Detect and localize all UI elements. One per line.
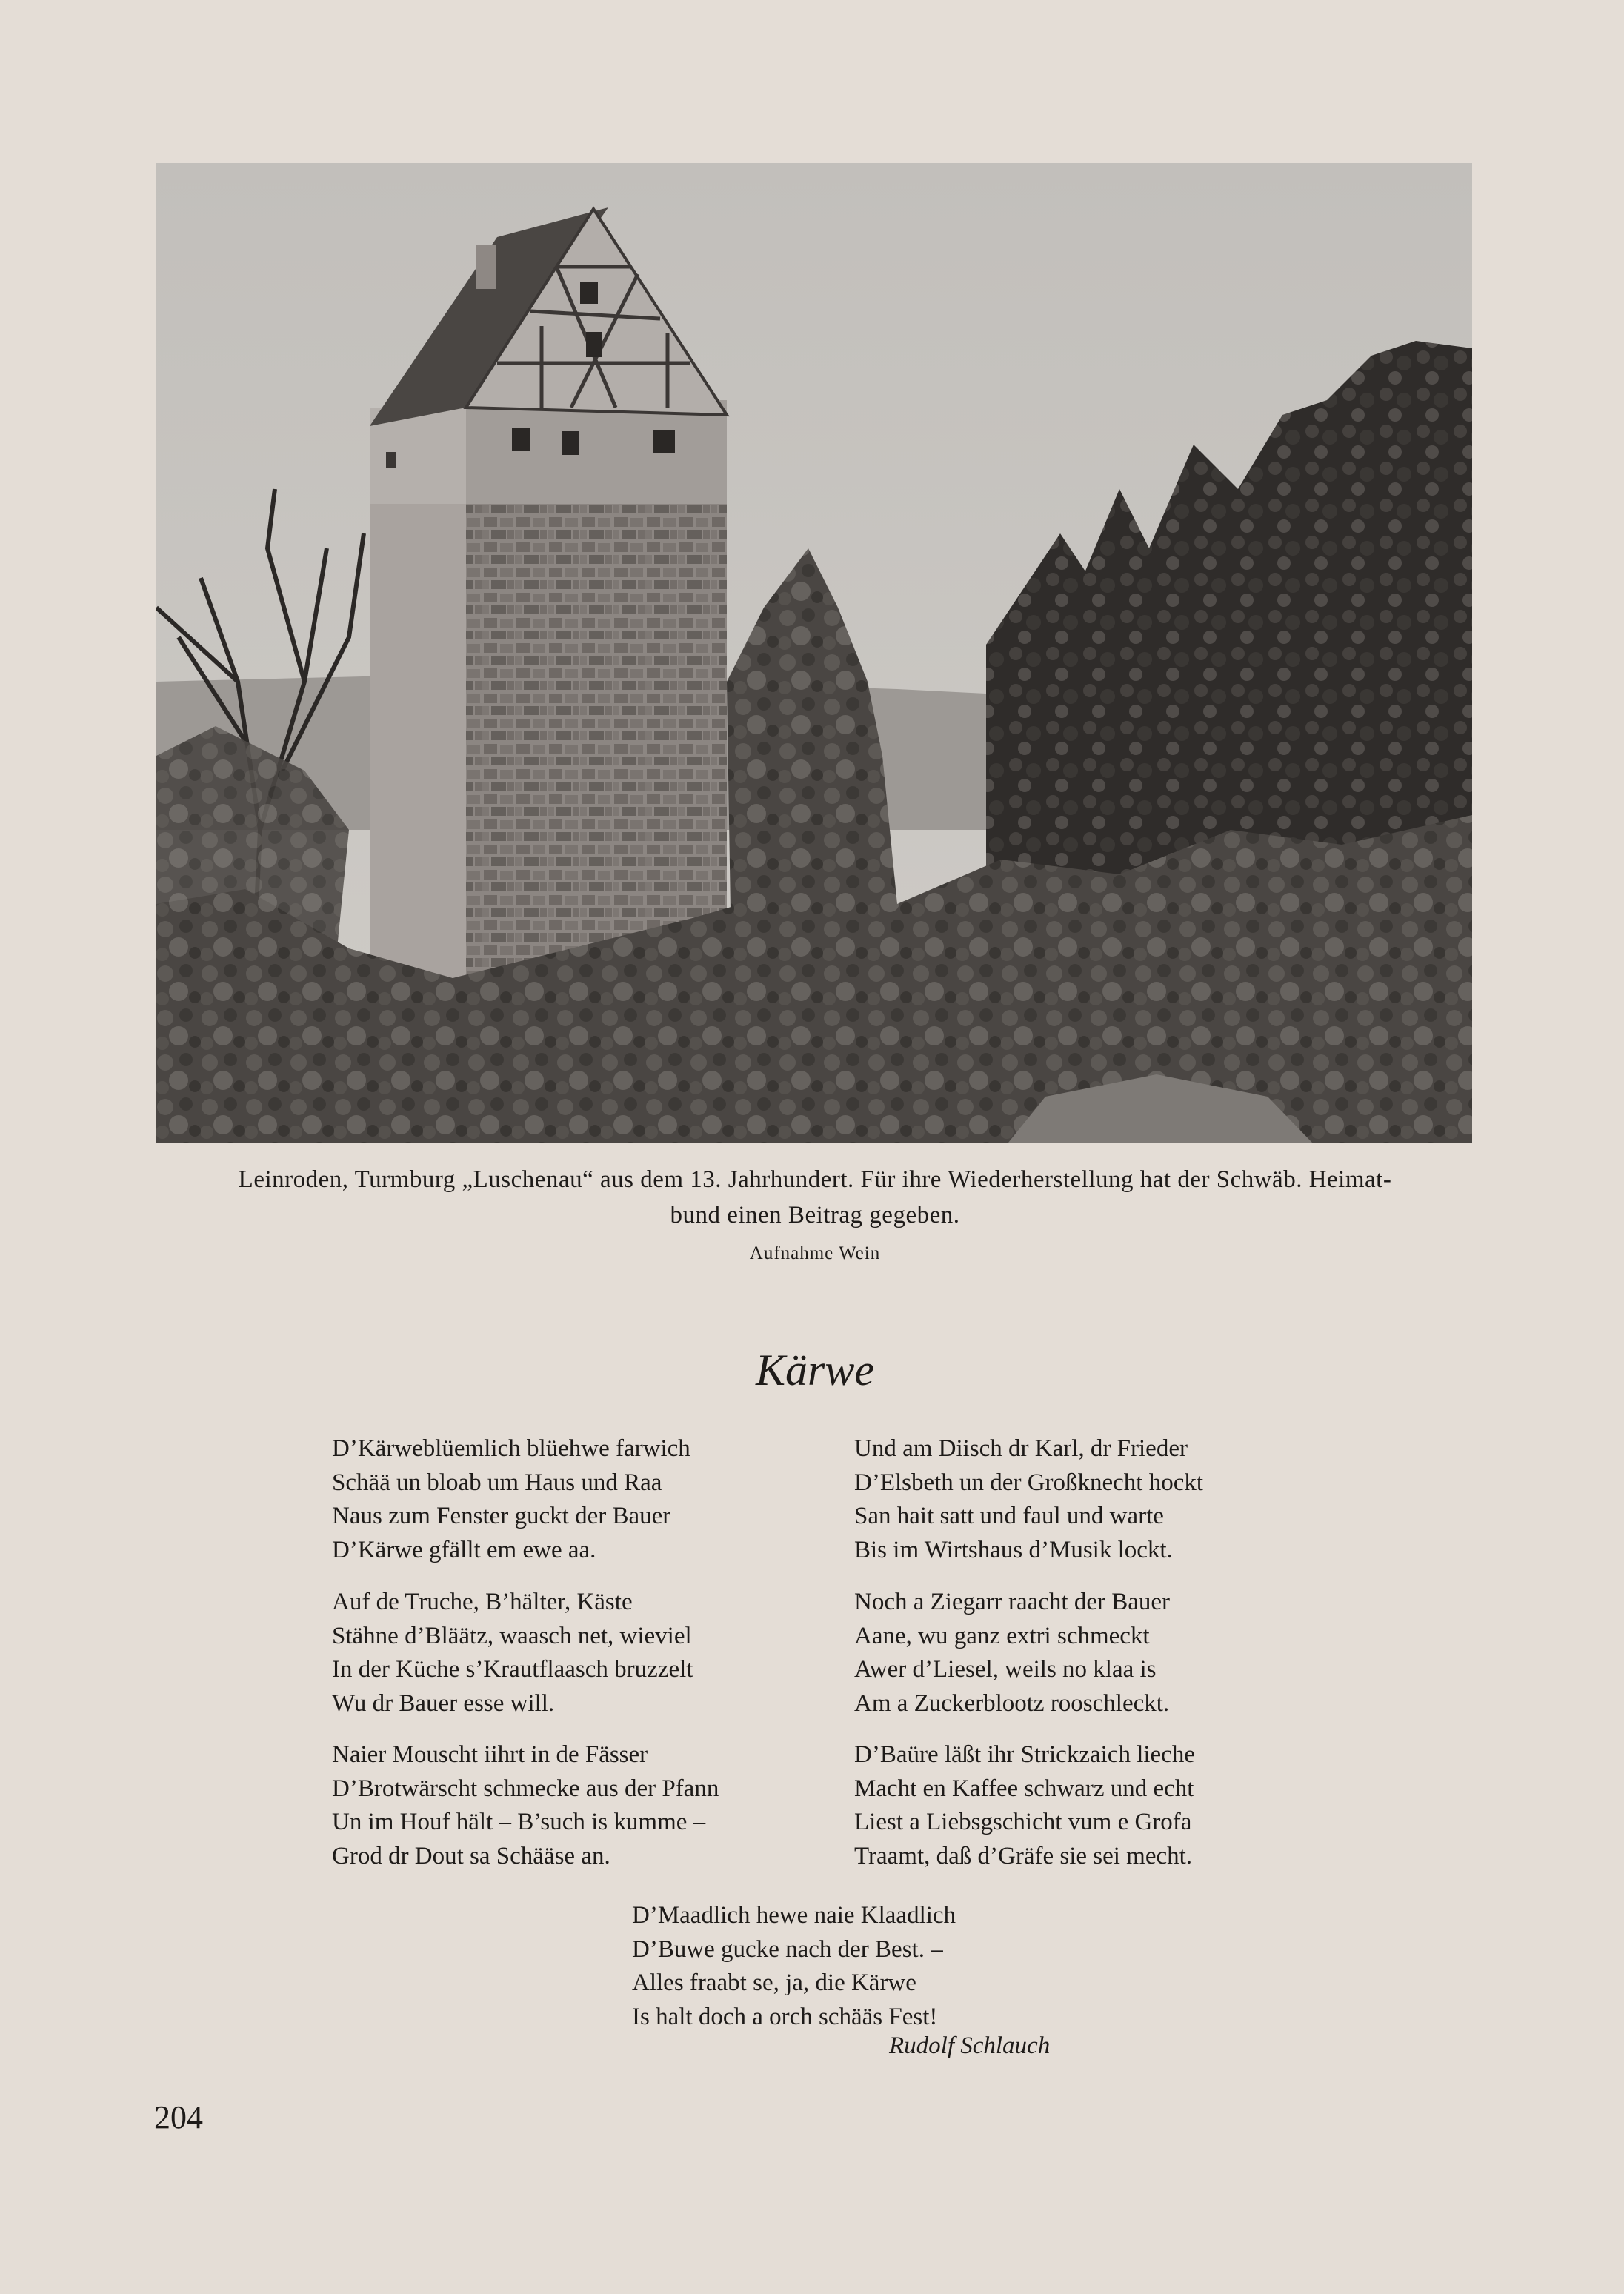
poem-line: D’Maadlich hewe naie Klaadlich: [632, 1902, 956, 1929]
poem-line: D’Kärwe gfällt em ewe aa.: [332, 1536, 596, 1563]
page-number: 204: [154, 2099, 203, 2135]
poem-line: D’Baüre läßt ihr Strickzaich lieche: [854, 1741, 1195, 1768]
poem-line: Grod dr Dout sa Schääse an.: [332, 1842, 610, 1869]
poem-line: Naier Mouscht iihrt in de Fässer: [332, 1741, 648, 1768]
poem-line: Bis im Wirtshaus d’Musik lockt.: [854, 1536, 1173, 1563]
poem-line: Am a Zuckerblootz rooschleckt.: [854, 1689, 1170, 1717]
caption-line-2: bund einen Beitrag gegeben.: [670, 1202, 960, 1229]
poem-line: D’Buwe gucke nach der Best. –: [632, 1935, 943, 1963]
photo-caption: [148, 1162, 1482, 1233]
poem-line: Liest a Liebsgschicht vum e Grofa: [854, 1809, 1192, 1835]
tower-photo: [156, 163, 1472, 1143]
tower-photo-illustration: [156, 163, 1472, 1143]
poem-line: Alles fraabt se, ja, die Kärwe: [632, 1969, 916, 1996]
poem-line: Schää un bloab um Haus und Raa: [332, 1469, 662, 1496]
stanza-7: [632, 1899, 956, 2034]
poem-line: Wu dr Bauer esse will.: [332, 1689, 555, 1717]
stanza-3: [332, 1586, 693, 1720]
poem-line: Aane, wu ganz extri schmeckt: [854, 1622, 1150, 1649]
poem-line: Noch a Ziegarr raacht der Bauer: [854, 1589, 1171, 1615]
poem-line: D’Brotwärscht schmecke aus der Pfann: [332, 1775, 719, 1802]
photo-credit: Aufnahme Wein: [749, 1243, 881, 1263]
stanza-6: [854, 1738, 1195, 1873]
poem-line: Awer d’Liesel, weils no klaa is: [854, 1656, 1157, 1683]
stanza-4: [854, 1586, 1170, 1720]
poem-line: Und am Diisch dr Karl, dr Frieder: [854, 1435, 1188, 1462]
caption-line-1: Leinroden, Turmburg „Luschenau“ aus dem 13. Jahrhundert. Für ihre Wiederherstellung hat der Schwäb. Heimat-: [238, 1166, 1392, 1193]
poem-line: Is halt doch a orch schääs Fest!: [632, 2003, 938, 2030]
poem-line: Macht en Kaffee schwarz und echt: [854, 1775, 1194, 1802]
stanza-5: [332, 1738, 719, 1873]
poem-line: Naus zum Fenster guckt der Bauer: [332, 1503, 671, 1529]
poem-line: Stähne d’Bläätz, waasch net, wieviel: [332, 1622, 692, 1649]
poem-author: Rudolf Schlauch: [889, 2032, 1051, 2059]
poem-line: Traamt, daß d’Gräfe sie sei mecht.: [854, 1842, 1193, 1869]
poem-line: D’Elsbeth un der Großknecht hockt: [854, 1469, 1204, 1496]
stanza-1: [332, 1432, 690, 1567]
poem-line: Auf de Truche, B’hälter, Käste: [332, 1589, 633, 1615]
poem-line: D’Kärweblüemlich blüehwe farwich: [332, 1435, 690, 1462]
poem-line: Un im Houf hält – B’such is kumme –: [332, 1809, 706, 1835]
stanza-2: [854, 1432, 1203, 1567]
poem-line: In der Küche s’Krautflaasch bruzzelt: [332, 1656, 693, 1683]
poem-line: San hait satt und faul und warte: [854, 1503, 1164, 1529]
poem-title: Kärwe: [755, 1346, 875, 1394]
